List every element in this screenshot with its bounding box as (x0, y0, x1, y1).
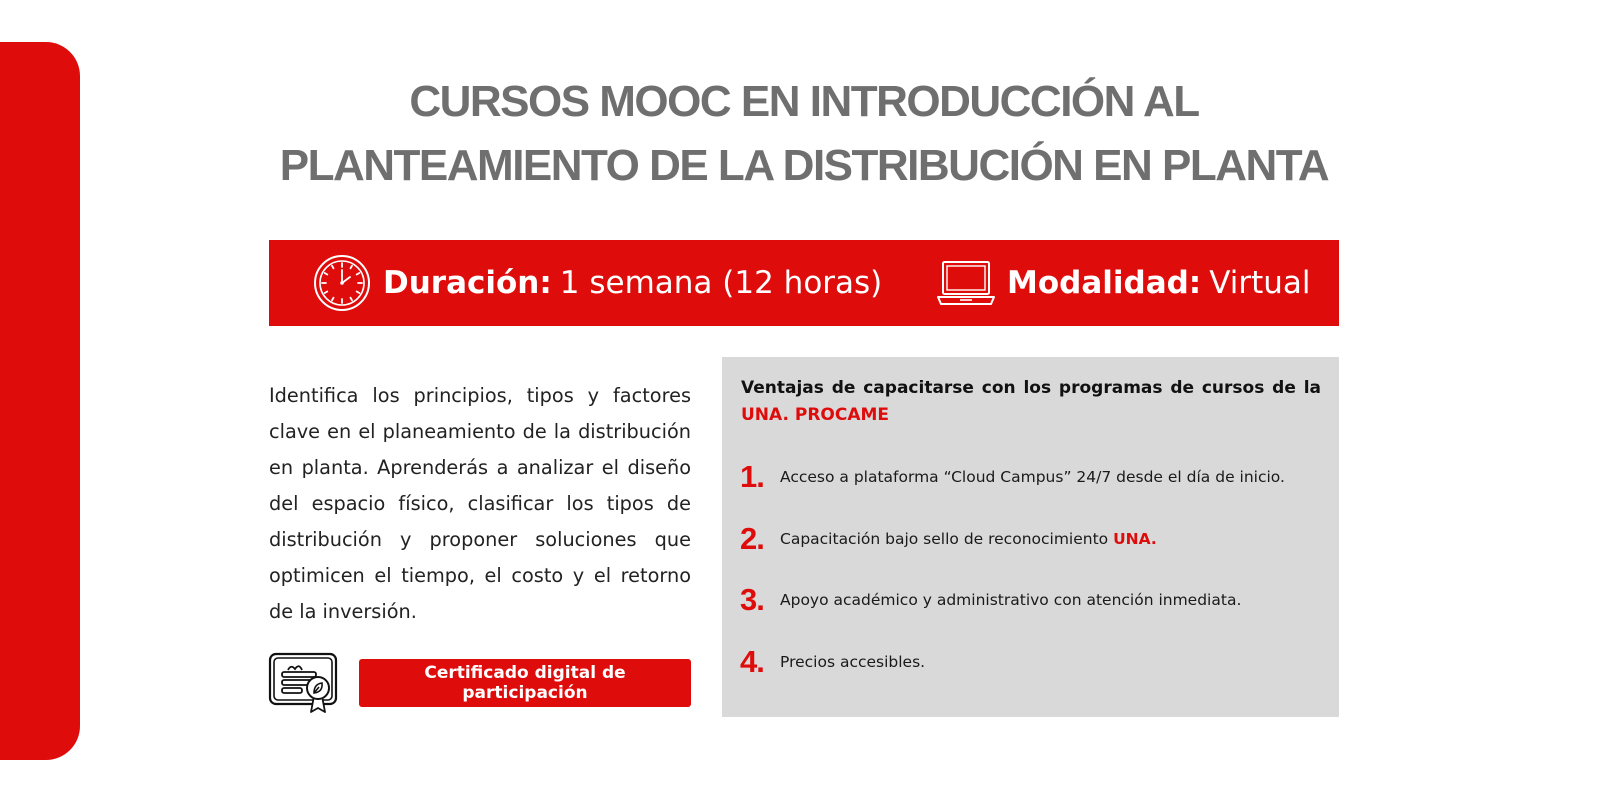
benefit-text (780, 591, 1241, 609)
benefits-heading-text: Ventajas de capacitarse con los programas de cursos de la (741, 378, 1321, 398)
duration-label: Duración: (383, 265, 552, 301)
benefit-text-main: Capacitación bajo sello de reconocimiento (780, 530, 1114, 548)
certificate-button[interactable]: Certificado digital de participación (359, 659, 691, 707)
benefits-heading-brand: UNA. PROCAME (741, 405, 890, 425)
benefit-item (740, 578, 1320, 622)
benefit-item (740, 455, 1320, 499)
benefit-text (780, 468, 1285, 486)
benefit-number: 1. (740, 459, 764, 494)
course-info-band (269, 240, 1339, 326)
laptop-icon (937, 260, 995, 306)
course-description: Identifica los principios, tipos y factores clave en el planeamiento de la distribución en planta. Aprenderás a analizar el diseño del espacio físico, clasificar los tipos de distribución y proponer soluciones que optimicen el tiempo, el costo y el retorno de la inversión. (269, 384, 691, 623)
modality-label: Modalidad: (1007, 265, 1202, 301)
benefit-text-main: Apoyo académico y administrativo con atención inmediata. (780, 591, 1242, 609)
benefit-text-main: Acceso a plataforma “Cloud Campus” 24/7 desde el día de inicio. (780, 468, 1285, 486)
benefit-item (740, 640, 1320, 684)
benefit-text (780, 653, 925, 671)
clock-icon (313, 254, 371, 312)
benefit-brand-highlight: UNA. (1113, 530, 1157, 548)
page-title-line-1: CURSOS MOOC EN INTRODUCCIÓN AL (409, 77, 1199, 126)
duration-value: 1 semana (12 horas) (559, 265, 883, 301)
duration-info (313, 240, 882, 326)
benefit-text (780, 530, 1157, 548)
modality-value: Virtual (1209, 265, 1311, 301)
benefit-number: 4. (740, 644, 764, 679)
decorative-side-bar (0, 42, 80, 760)
benefit-item (740, 517, 1320, 561)
benefit-number: 2. (740, 521, 764, 556)
benefit-number: 3. (740, 582, 764, 617)
page-title-line-2: PLANTEAMIENTO DE LA DISTRIBUCIÓN EN PLANTA (279, 141, 1329, 190)
benefits-panel (722, 357, 1339, 717)
certificate-icon (268, 652, 338, 714)
modality-info (937, 240, 1311, 326)
benefit-text-main: Precios accesibles. (780, 653, 926, 671)
page-title (268, 70, 1340, 198)
benefits-heading (741, 375, 1321, 429)
